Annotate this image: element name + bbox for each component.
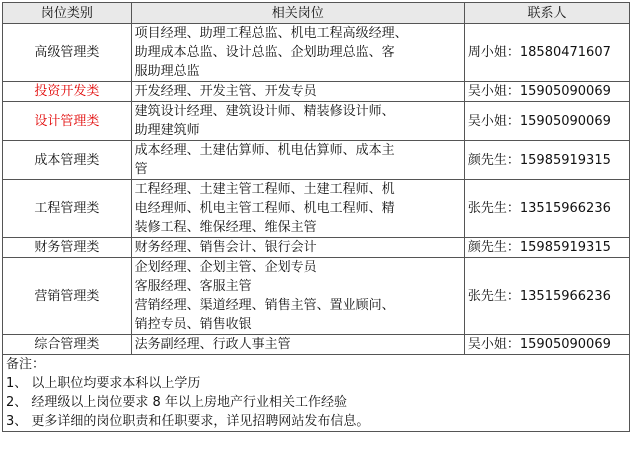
notes-cell	[3, 355, 630, 432]
position-line: 营销经理、渠道经理、销售主管、置业顾问、	[134, 298, 395, 313]
position-line: 成本经理、土建估算师、机电估算师、成本主	[134, 143, 395, 158]
position-line: 装修工程、维保经理、维保主管	[134, 220, 317, 235]
positions-cell	[131, 24, 464, 82]
table-row	[3, 180, 630, 238]
position-line: 客服经理、客服主管	[134, 279, 252, 294]
positions-cell	[131, 141, 464, 180]
category-cell: 高级管理类	[3, 24, 132, 82]
table-row	[3, 82, 630, 102]
position-line: 销控专员、销售收银	[134, 317, 252, 332]
category-cell: 财务管理类	[3, 238, 132, 258]
position-line: 电经理师、机电主管工程师、机电工程师、精	[134, 201, 395, 216]
category-cell: 成本管理类	[3, 141, 132, 180]
position-line: 财务经理、销售会计、银行会计	[134, 240, 317, 255]
position-line: 工程经理、土建主管工程师、土建工程师、机	[134, 182, 395, 197]
position-line: 开发经理、开发主管、开发专员	[134, 84, 317, 99]
position-line: 项目经理、助理工程总监、机电工程高级经理、	[134, 26, 408, 41]
positions-cell	[131, 258, 464, 335]
note-item: 1、 以上职位均要求本科以上学历	[6, 376, 201, 391]
notes-row	[3, 355, 630, 432]
header-category: 岗位类别	[3, 3, 132, 24]
contact-cell: 吴小姐：15905090069	[464, 335, 629, 355]
positions-cell	[131, 238, 464, 258]
position-line: 企划经理、企划主管、企划专员	[134, 260, 317, 275]
positions-cell	[131, 102, 464, 141]
category-cell: 投资开发类	[3, 82, 132, 102]
recruitment-table	[2, 2, 630, 432]
notes-title: 备注：	[6, 357, 46, 372]
contact-cell: 吴小姐：15905090069	[464, 82, 629, 102]
contact-cell: 周小姐：18580471607	[464, 24, 629, 82]
position-line: 助理成本总监、设计总监、企划助理总监、客	[134, 45, 395, 60]
table-row	[3, 335, 630, 355]
position-line: 助理建筑师	[134, 123, 200, 138]
table-row	[3, 24, 630, 82]
positions-cell	[131, 82, 464, 102]
category-cell: 工程管理类	[3, 180, 132, 238]
contact-cell: 颜先生：15985919315	[464, 141, 629, 180]
table-row	[3, 238, 630, 258]
contact-cell: 吴小姐：15905090069	[464, 102, 629, 141]
position-line: 管	[134, 162, 148, 177]
category-cell: 营销管理类	[3, 258, 132, 335]
table-header-row	[3, 3, 630, 24]
positions-cell	[131, 180, 464, 238]
table-row	[3, 258, 630, 335]
note-item: 3、 更多详细的岗位职责和任职要求，详见招聘网站发布信息。	[6, 414, 370, 429]
header-positions: 相关岗位	[131, 3, 464, 24]
table-row	[3, 102, 630, 141]
contact-cell: 张先生：13515966236	[464, 180, 629, 238]
positions-cell	[131, 335, 464, 355]
category-cell: 综合管理类	[3, 335, 132, 355]
position-line: 建筑设计经理、建筑设计师、精装修设计师、	[134, 104, 395, 119]
position-line: 法务副经理、行政人事主管	[134, 337, 291, 352]
position-line: 服助理总监	[134, 64, 200, 79]
table-row	[3, 141, 630, 180]
note-item: 2、 经理级以上岗位要求 8 年以上房地产行业相关工作经验	[6, 395, 347, 410]
category-cell: 设计管理类	[3, 102, 132, 141]
contact-cell: 颜先生：15985919315	[464, 238, 629, 258]
header-contact: 联系人	[464, 3, 629, 24]
contact-cell: 张先生：13515966236	[464, 258, 629, 335]
table-body	[3, 24, 630, 355]
